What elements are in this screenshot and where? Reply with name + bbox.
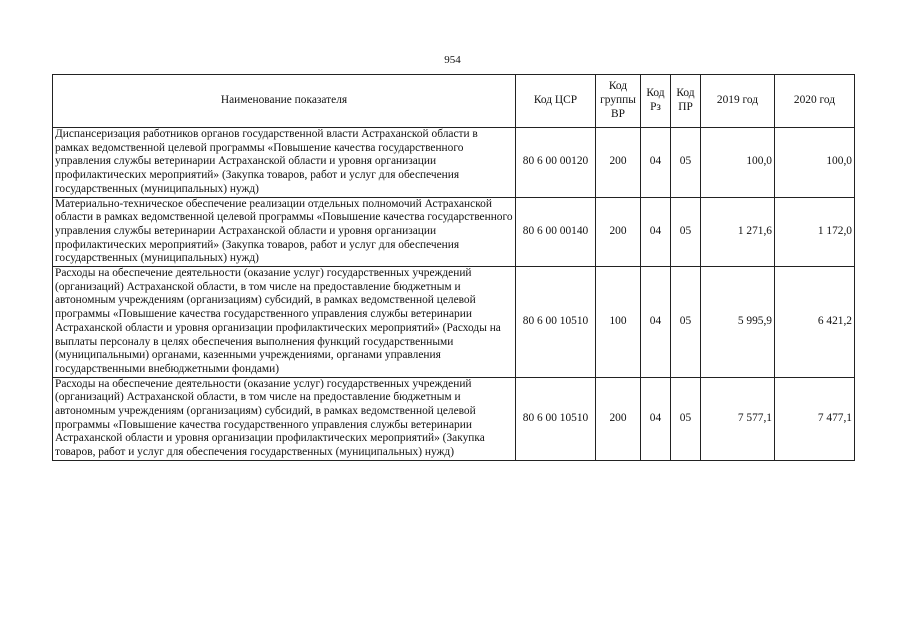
table-row [53,267,855,378]
header-name: Наименование показателя [53,75,516,128]
table-row [53,377,855,460]
row-rz: 04 [641,377,671,460]
header-group-vr: Код группы ВР [596,75,641,128]
row-name: Материально-техническое обеспечение реализации отдельных полномочий Астраханской области в рамках ведомственной целевой программы «Повышение качества государственного управления службы ветеринарии Астраханской области и уровня организации профилактических мероприятий» (Закупка товаров, работ и услуг для обеспечения государственных (муниципальных) нужд) [53,197,516,267]
row-2019: 7 577,1 [701,377,775,460]
row-2019: 100,0 [701,128,775,198]
row-2020: 1 172,0 [775,197,855,267]
header-pr: Код ПР [671,75,701,128]
row-vr: 100 [596,267,641,378]
row-csr: 80 6 00 10510 [516,377,596,460]
table-row [53,128,855,198]
row-name: Диспансеризация работников органов государственной власти Астраханской области в рамках ведомственной целевой программы «Повышение качества государственного управления службы ветеринарии Астраханской области и уровня организации профилактических мероприятий» (Закупка товаров, работ и услуг для обеспечения государственных (муниципальных) нужд) [53,128,516,198]
header-rz: Код Рз [641,75,671,128]
row-pr: 05 [671,197,701,267]
header-2019: 2019 год [701,75,775,128]
row-name: Расходы на обеспечение деятельности (оказание услуг) государственных учреждений (организаций) Астраханской области, в том числе на предоставление бюджетным и автономным учреждениям (организациям) субсидий, в рамках ведомственной целевой программы «Повышение качества государственного управления службы ветеринарии Астраханской области и уровня организации профилактических мероприятий» (Расходы на выплаты персоналу в целях обеспечения выполнения функций государственными (муниципальными) органами, казенными учреждениями, органами управления государственными внебюджетными фондами) [53,267,516,378]
row-pr: 05 [671,128,701,198]
budget-table [52,74,855,461]
row-vr: 200 [596,377,641,460]
row-2020: 6 421,2 [775,267,855,378]
row-pr: 05 [671,267,701,378]
header-2020: 2020 год [775,75,855,128]
row-vr: 200 [596,128,641,198]
row-rz: 04 [641,197,671,267]
header-csr: Код ЦСР [516,75,596,128]
row-2020: 7 477,1 [775,377,855,460]
row-pr: 05 [671,377,701,460]
row-rz: 04 [641,128,671,198]
row-csr: 80 6 00 00120 [516,128,596,198]
row-csr: 80 6 00 00140 [516,197,596,267]
row-name: Расходы на обеспечение деятельности (оказание услуг) государственных учреждений (организаций) Астраханской области, в том числе на предоставление бюджетным и автономным учреждениям (организациям) субсидий, в рамках ведомственной целевой программы «Повышение качества государственного управления службы ветеринарии Астраханской области и уровня организации профилактических мероприятий» (Закупка товаров, работ и услуг для обеспечения государственных (муниципальных) нужд) [53,377,516,460]
page-number: 954 [444,54,461,66]
row-rz: 04 [641,267,671,378]
row-csr: 80 6 00 10510 [516,267,596,378]
row-2020: 100,0 [775,128,855,198]
row-2019: 1 271,6 [701,197,775,267]
table-row [53,197,855,267]
row-2019: 5 995,9 [701,267,775,378]
row-vr: 200 [596,197,641,267]
table-header-row [53,75,855,128]
